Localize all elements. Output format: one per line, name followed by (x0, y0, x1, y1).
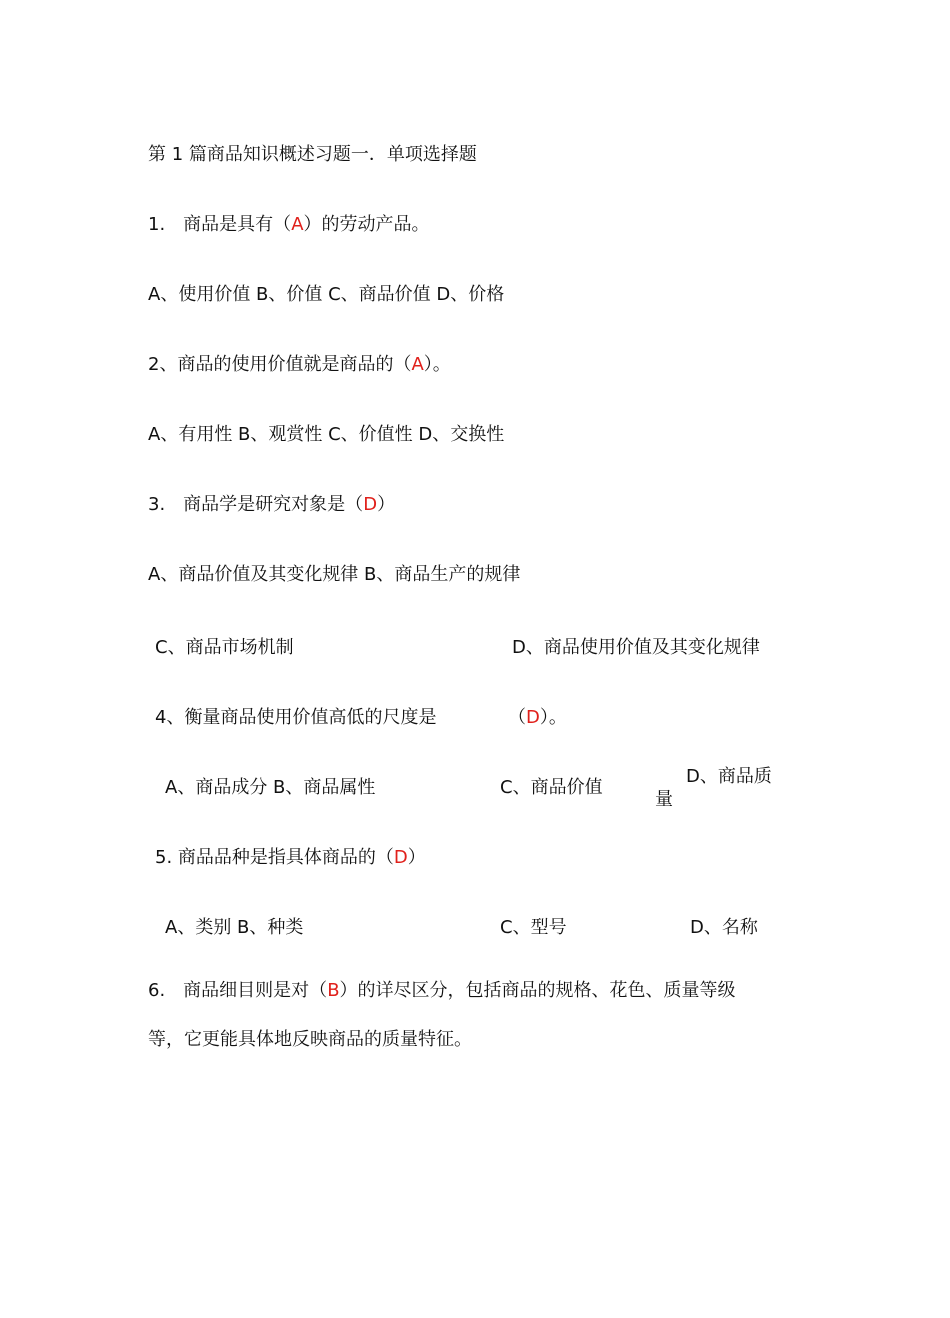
question-3 (148, 493, 395, 517)
question-3-answer: D (363, 494, 378, 515)
question-2-answer: A (411, 354, 424, 375)
page-title: 第 1 篇商品知识概述习题一．单项选择题 (148, 144, 477, 165)
question-3-option-d: D、商品使用价值及其变化规律 (512, 637, 760, 658)
question-3-option-c: C、商品市场机制 (155, 637, 294, 658)
question-2 (148, 353, 451, 377)
question-5-option-c: C、型号 (500, 917, 567, 938)
question-1 (148, 213, 430, 237)
question-4-option-d: D、商品质 (686, 766, 772, 787)
question-4-text-end: ）。 (539, 707, 567, 728)
question-2-text: 2、商品的使用价值就是商品的（ (148, 354, 412, 375)
question-2-text-end: ）。 (423, 354, 451, 375)
question-4-answer: D (526, 707, 540, 728)
question-5-answer: D (393, 847, 408, 868)
question-6 (148, 979, 736, 1003)
question-6-answer: B (327, 980, 340, 1001)
question-4-options-ab: A、商品成分 B、商品属性 (165, 777, 376, 798)
question-5 (155, 846, 426, 870)
question-4-text: 4、衡量商品使用价值高低的尺度是 (155, 707, 437, 728)
question-4-answer-group (508, 706, 567, 730)
question-1-answer: A (291, 214, 304, 235)
question-4-open-paren: （ (508, 707, 526, 728)
question-1-text-end: ）的劳动产品。 (303, 214, 430, 235)
question-3-text: 3. 商品学是研究对象是（ (148, 494, 364, 515)
question-5-option-d: D、名称 (690, 917, 758, 938)
question-2-options: A、有用性 B、观赏性 C、价值性 D、交换性 (148, 424, 505, 445)
question-6-continuation: 等，它更能具体地反映商品的质量特征。 (148, 1029, 472, 1050)
question-4-option-d-wrap: 量 (655, 789, 673, 810)
question-4 (155, 706, 436, 730)
question-5-text-end: ） (407, 847, 426, 868)
question-5-options-ab: A、类别 B、种类 (165, 917, 304, 938)
question-3-options-ab: A、商品价值及其变化规律 B、商品生产的规律 (148, 564, 521, 585)
question-6-text-end: ）的详尽区分，包括商品的规格、花色、质量等级 (339, 980, 736, 1001)
question-6-text: 6. 商品细目则是对（ (148, 980, 328, 1001)
question-3-text-end: ） (377, 494, 396, 515)
question-5-text: 5. 商品品种是指具体商品的（ (155, 847, 394, 868)
question-1-text: 1. 商品是具有（ (148, 214, 292, 235)
question-1-options: A、使用价值 B、价值 C、商品价值 D、价格 (148, 284, 505, 305)
question-4-option-c: C、商品价值 (500, 777, 603, 798)
